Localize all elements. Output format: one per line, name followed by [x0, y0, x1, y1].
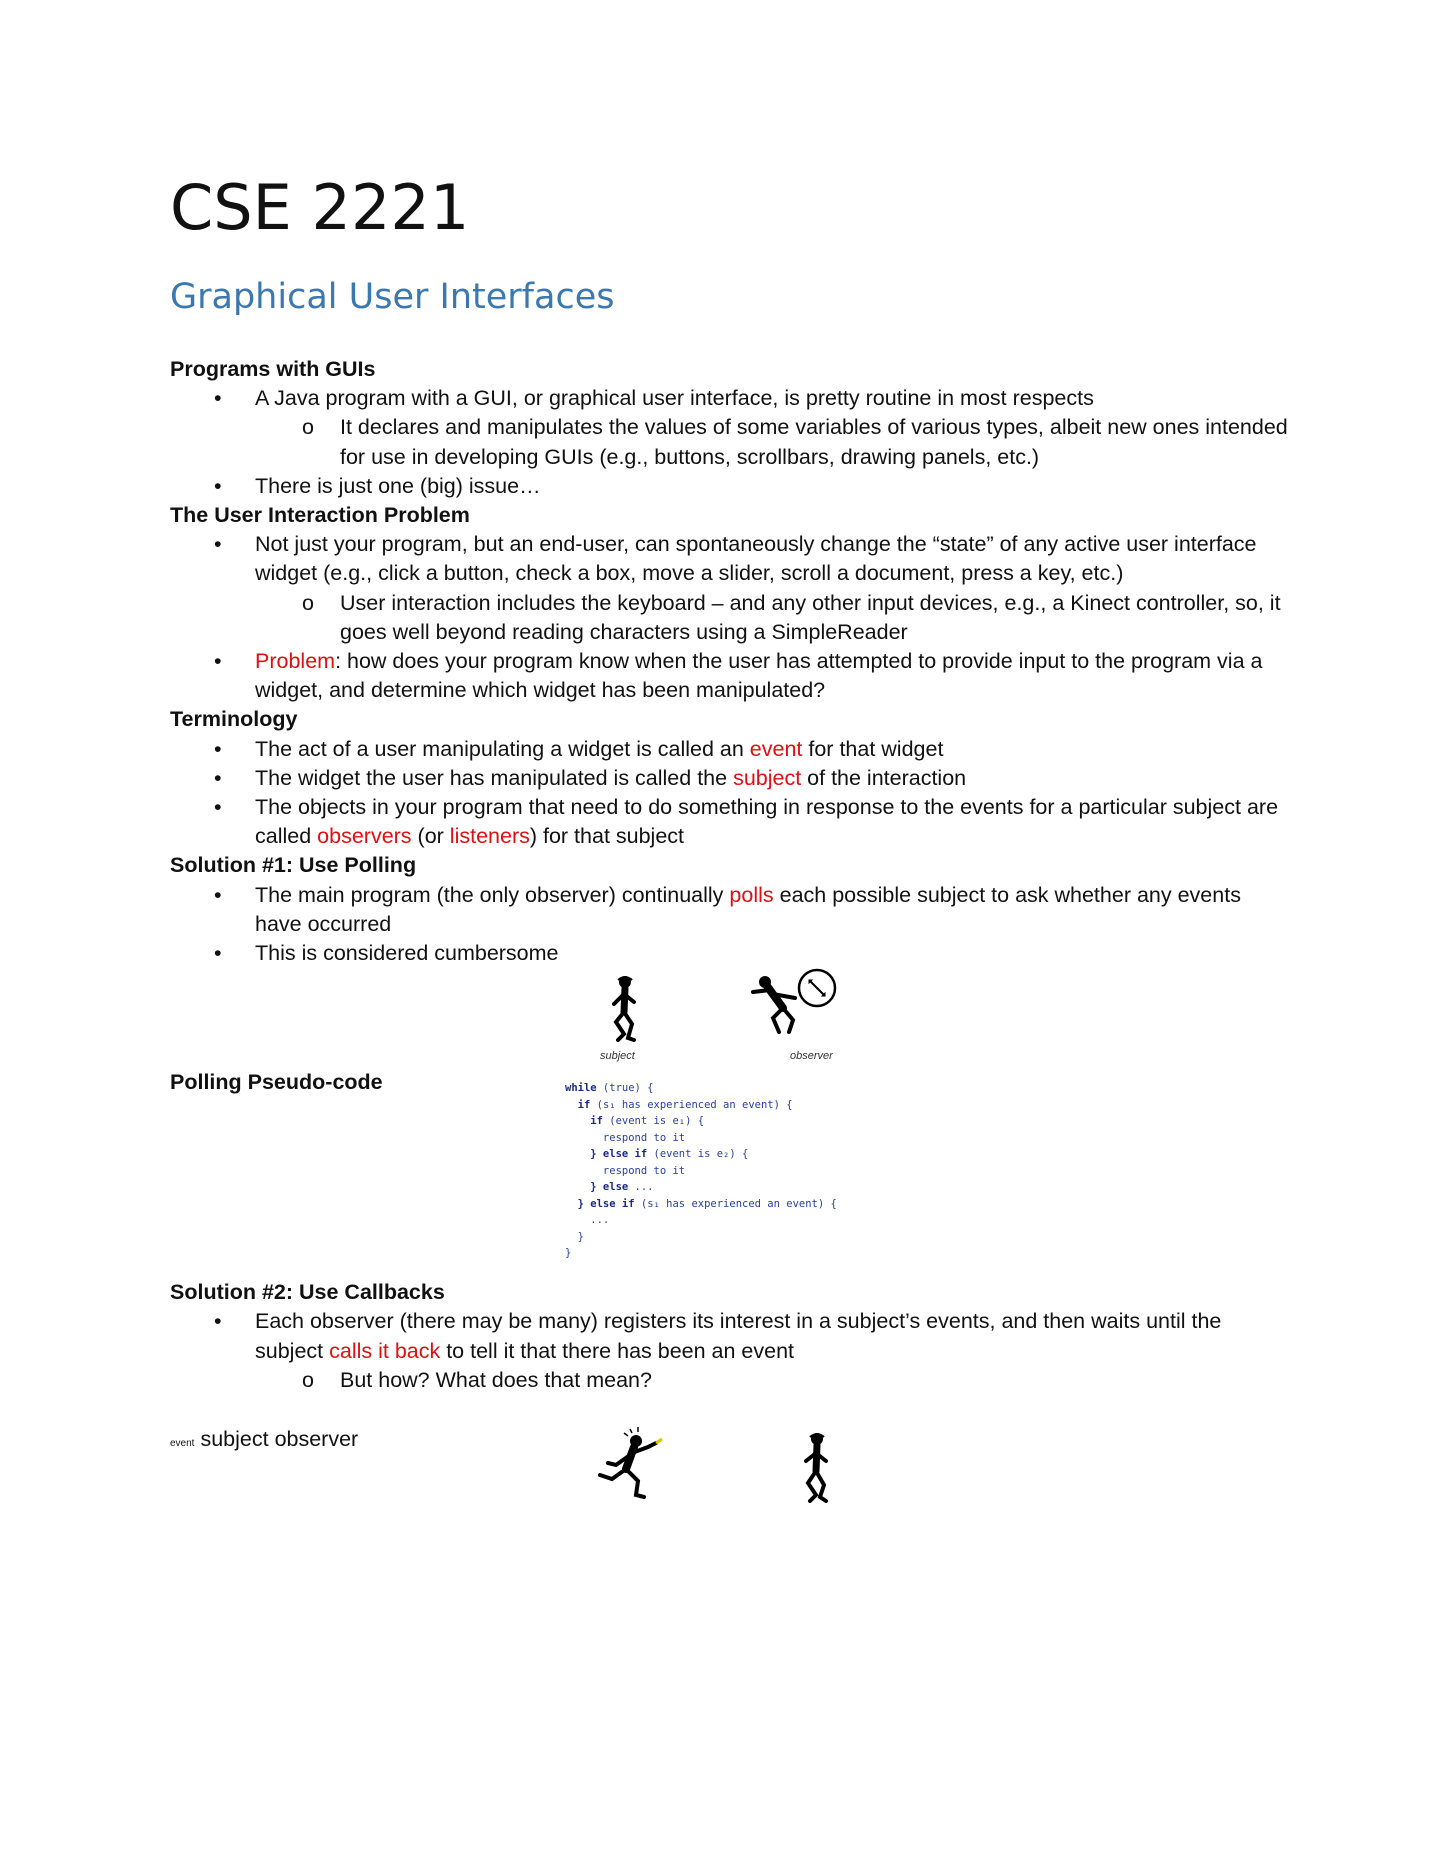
bullet-item [170, 735, 1290, 764]
pseudocode-block [565, 1080, 837, 1262]
code-text: ... [565, 1214, 610, 1227]
code-keyword: } else if [565, 1148, 648, 1161]
code-text: ... [628, 1181, 654, 1194]
code-line [565, 1113, 837, 1130]
subject-label: subject [600, 1050, 635, 1063]
section-heading-programs-with-guis: Programs with GUIs [170, 357, 376, 381]
code-keyword: if [565, 1115, 603, 1128]
section-heading-solution-1: Solution #1: Use Polling [170, 853, 417, 878]
highlighted-term: calls it back [329, 1338, 441, 1363]
subject-label: subject [200, 1427, 269, 1452]
subject-figure-icon [600, 974, 650, 1044]
sub-bullet-text: User interaction includes the keyboard – and any other input devices, e.g., a Kinect controller, so, it goes well beyond reading characters using a SimpleReader [340, 590, 1281, 644]
bullet-text: for that widget [802, 736, 944, 761]
bullet-text: The main program (the only observer) continually [255, 882, 730, 907]
section-heading-polling-pseudocode: Polling Pseudo-code [170, 1070, 383, 1095]
sub-bullet-item [170, 1366, 1290, 1395]
observer-figure-icon [792, 1431, 842, 1503]
highlighted-term: listeners [449, 824, 530, 849]
document-body [170, 355, 1290, 1545]
code-line [565, 1097, 837, 1114]
code-text: respond to it [565, 1131, 686, 1144]
highlighted-term: Problem [255, 649, 336, 674]
code-text: (event is e₁) { [602, 1115, 705, 1128]
polling-figure [170, 968, 1290, 1068]
highlighted-term: subject [733, 765, 802, 790]
code-keyword: } else if [565, 1197, 635, 1210]
bullet-text: : how does your program know when the user has attempted to provide input to the program via a widget, and determine which widget has been manipulated? [255, 649, 1263, 703]
code-line [565, 1179, 837, 1196]
code-keyword: } else [565, 1181, 629, 1194]
bullet-list [170, 384, 1290, 501]
section-heading-terminology: Terminology [170, 707, 298, 732]
polling-pseudocode-row [170, 1068, 1290, 1278]
callback-figure [170, 1425, 1290, 1545]
code-line [565, 1080, 837, 1097]
sub-bullet-marker: o [302, 415, 314, 440]
bullet-list [170, 735, 1290, 852]
bullet-item [170, 764, 1290, 793]
bullet-text: each possible subject to ask whether any events have occurred [255, 882, 1241, 936]
code-line [565, 1163, 837, 1180]
bullet-text: to tell it that there has been an event [440, 1338, 795, 1363]
sub-bullet-item [170, 413, 1290, 471]
bullet-text: (or [411, 824, 450, 849]
code-keyword: while [565, 1082, 597, 1095]
bullet-list [170, 530, 1290, 705]
code-text: respond to it [565, 1164, 686, 1177]
event-label: event [170, 1438, 195, 1450]
sub-bullet-text: But how? What does that mean? [340, 1367, 652, 1392]
section-heading-user-interaction-problem: The User Interaction Problem [170, 503, 470, 528]
bullet-item [170, 647, 1290, 705]
highlighted-term: event [749, 736, 803, 761]
code-line [565, 1146, 837, 1163]
code-keyword: if [565, 1098, 591, 1111]
code-line [565, 1196, 837, 1213]
sub-bullet-text: It declares and manipulates the values of some variables of various types, albeit new ones intended for use in developing GUIs (e.g., buttons, scrollbars, drawing panels, etc.) [340, 415, 1288, 469]
bullet-text: The act of a user manipulating a widget is called an [255, 736, 750, 761]
code-text: (s₁ has experienced an event) { [590, 1098, 793, 1111]
document-title: CSE 2221 [170, 171, 470, 244]
highlighted-term: observers [317, 824, 412, 849]
bullet-item [170, 793, 1290, 851]
code-line [565, 1229, 837, 1246]
bullet-text: of the interaction [801, 765, 967, 790]
bullet-item: • There is just one (big) issue… [170, 472, 1290, 501]
bullet-item: • A Java program with a GUI, or graphical user interface, is pretty routine in most respects [170, 384, 1290, 413]
sub-bullet-marker: o [302, 1367, 314, 1392]
observer-label: observer [790, 1050, 833, 1063]
code-line [565, 1130, 837, 1147]
code-text: } [565, 1247, 572, 1260]
code-text: (event is e₂) { [647, 1148, 749, 1161]
bullet-item [170, 881, 1290, 939]
observer-with-clock-icon [745, 968, 845, 1043]
code-text: (s₁ has experienced an event) { [634, 1197, 837, 1210]
bullet-list [170, 1307, 1290, 1395]
document-subtitle: Graphical User Interfaces [170, 277, 615, 317]
code-line [565, 1245, 837, 1262]
highlighted-term: polls [729, 882, 774, 907]
bullet-text: The widget the user has manipulated is called the [255, 765, 734, 790]
bullet-item [170, 1307, 1290, 1365]
code-text: } [565, 1230, 584, 1243]
bullet-item: • This is considered cumbersome [170, 939, 1290, 968]
sub-bullet-item [170, 589, 1290, 647]
code-line [565, 1212, 837, 1229]
section-heading-solution-2: Solution #2: Use Callbacks [170, 1280, 445, 1305]
observer-label: observer [274, 1427, 359, 1452]
code-text: (true) { [596, 1082, 654, 1095]
bullet-item: • Not just your program, but an end-user, can spontaneously change the “state” of any active user interface widget (e.g., click a button, check a box, move a slider, scroll a document, press a key, etc.) [170, 530, 1290, 588]
bullet-text: Each observer (there may be many) registers its interest in a subject’s events, and then waits until the subject [255, 1309, 1222, 1363]
sub-bullet-marker: o [302, 590, 314, 615]
running-subject-icon [590, 1425, 690, 1505]
bullet-list [170, 881, 1290, 969]
bullet-text: ) for that subject [529, 824, 685, 849]
bullet-text: The objects in your program that need to do something in response to the events for a particular subject are called [255, 795, 1279, 849]
